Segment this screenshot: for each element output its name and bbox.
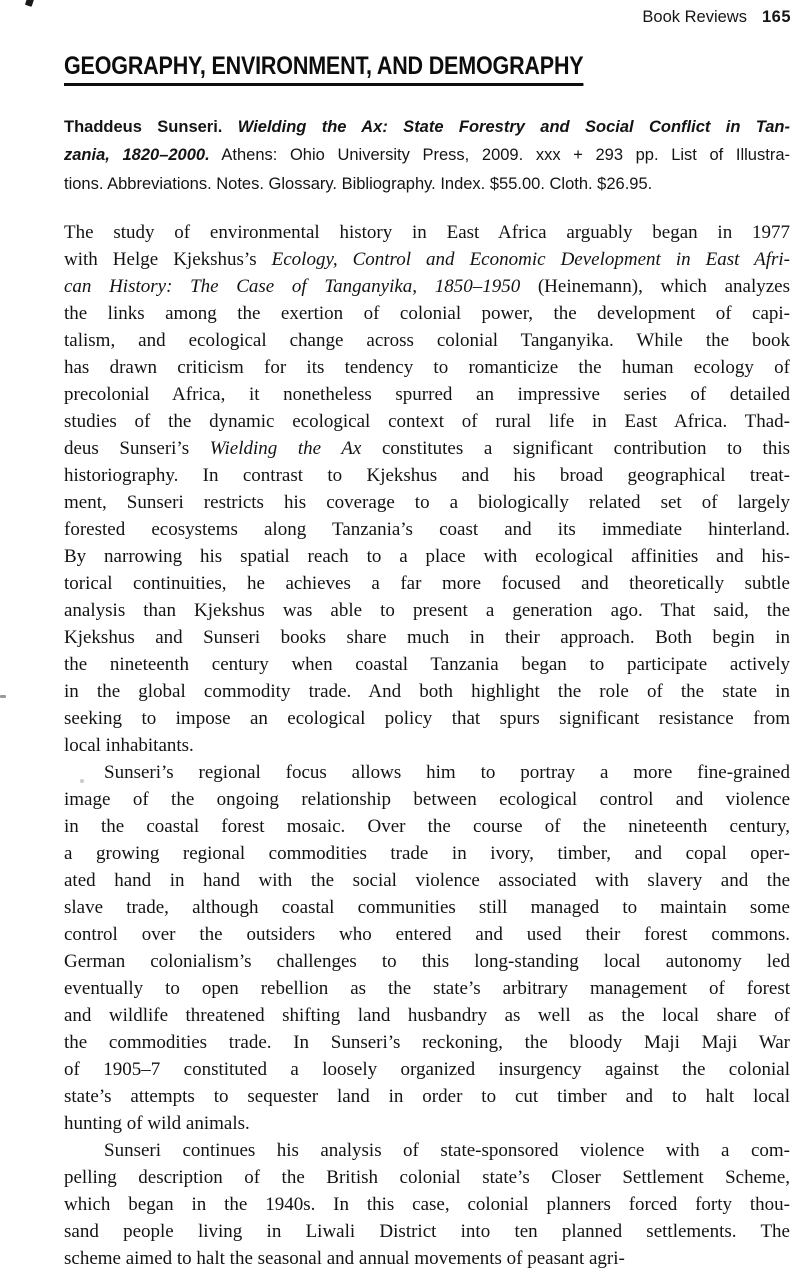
text-line xyxy=(64,543,790,570)
text-run: the commodities trade. In Sunseri’s reckoning, the bloody Maji Maji War xyxy=(64,1032,790,1053)
running-head-title: Book Reviews xyxy=(642,8,747,26)
text-run: a growing regional commodities trade in ivory, timber, and copal oper- xyxy=(64,843,790,864)
page-number: 165 xyxy=(761,8,791,26)
scan-artifact-top-mark xyxy=(25,0,34,7)
text-line xyxy=(64,894,790,921)
text-line xyxy=(64,651,790,678)
paragraph xyxy=(64,1137,790,1272)
text-run: control over the outsiders who entered and used their forest commons. xyxy=(64,924,790,945)
text-line xyxy=(64,786,790,813)
scan-artifact-edge-dash xyxy=(0,695,6,698)
paragraph xyxy=(64,759,790,1137)
text-line xyxy=(64,975,790,1002)
text-run: talism, and ecological change across colonial Tanganyika. While the book xyxy=(64,330,790,351)
text-line xyxy=(64,1218,790,1245)
text-line xyxy=(64,948,790,975)
review-body xyxy=(64,219,790,1272)
text-run: in the coastal forest mosaic. Over the course of the nineteenth century, xyxy=(64,816,790,837)
text-line xyxy=(64,1056,790,1083)
text-run: which began in the 1940s. In this case, colonial planners forced forty thou- xyxy=(64,1194,790,1215)
text-run: The study of environmental history in East Africa arguably began in 1977 xyxy=(64,222,790,243)
text-run: can History: The Case of Tanganyika, 1850–1950 xyxy=(64,276,521,297)
text-line xyxy=(64,705,790,732)
text-run: Kjekshus and Sunseri books share much in their approach. Both begin in xyxy=(64,627,790,648)
text-line xyxy=(64,1137,790,1164)
text-line xyxy=(64,113,790,141)
text-run: Wielding the Ax xyxy=(209,438,362,459)
text-run: forested ecosystems along Tanzania’s coast and its immediate hinterland. xyxy=(64,519,790,540)
text-line xyxy=(64,1083,790,1110)
text-line xyxy=(64,170,790,198)
running-head xyxy=(642,8,791,27)
text-line xyxy=(64,1245,790,1272)
text-run: with Helge Kjekshus’s xyxy=(64,249,272,270)
text-line xyxy=(64,408,790,435)
text-run: torical continuities, he achieves a far more focused and theoretically subtle xyxy=(64,573,790,594)
text-run: scheme aimed to halt the seasonal and annual movements of peasant agri- xyxy=(64,1248,625,1269)
book-citation xyxy=(64,113,790,198)
text-run: ated hand in hand with the social violence associated with slavery and the xyxy=(64,870,790,891)
text-line xyxy=(64,867,790,894)
text-run: German colonialism’s challenges to this long-standing local autonomy led xyxy=(64,951,790,972)
text-run: pelling description of the British colonial state’s Closer Settlement Scheme, xyxy=(64,1167,790,1188)
text-run: constitutes a significant contribution to this xyxy=(361,438,790,459)
text-run: Wielding the Ax: State Forestry and Social Conflict in Tan- xyxy=(237,118,790,136)
text-line xyxy=(64,381,790,408)
text-run: By narrowing his spatial reach to a place with ecological affinities and his- xyxy=(64,546,790,567)
text-line xyxy=(64,300,790,327)
text-run: analysis than Kjekshus was able to present a generation ago. That said, the xyxy=(64,600,790,621)
text-line xyxy=(64,678,790,705)
text-run: and wildlife threatened shifting land husbandry as well as the local share of xyxy=(64,1005,790,1026)
text-line xyxy=(64,489,790,516)
text-line xyxy=(64,327,790,354)
text-run: Thaddeus Sunseri. xyxy=(64,118,238,136)
text-run: hunting of wild animals. xyxy=(64,1113,250,1134)
text-run: slave trade, although coastal communities still managed to maintain some xyxy=(64,897,790,918)
text-run: historiography. In contrast to Kjekshus and his broad geographical treat- xyxy=(64,465,790,486)
text-line xyxy=(64,840,790,867)
text-line xyxy=(64,462,790,489)
text-line xyxy=(64,624,790,651)
text-run: seeking to impose an ecological policy that spurs significant resistance from xyxy=(64,708,790,729)
text-run: studies of the dynamic ecological context of rural life in East Africa. Thad- xyxy=(64,411,790,432)
text-run: the links among the exertion of colonial power, the development of capi- xyxy=(64,303,790,324)
text-run: Sunseri’s regional focus allows him to portray a more fine-grained xyxy=(104,762,790,783)
text-line xyxy=(64,1164,790,1191)
text-line xyxy=(64,435,790,462)
text-line xyxy=(64,597,790,624)
text-run: precolonial Africa, it nonetheless spurred an impressive series of detailed xyxy=(64,384,790,405)
text-run: Ecology, Control and Economic Development in East Afri- xyxy=(271,249,790,270)
text-line xyxy=(64,354,790,381)
text-line xyxy=(64,921,790,948)
text-line xyxy=(64,570,790,597)
text-line xyxy=(64,1029,790,1056)
paragraph xyxy=(64,219,790,759)
text-line xyxy=(64,1002,790,1029)
text-line xyxy=(64,246,790,273)
text-run: zania, 1820–2000. xyxy=(64,146,210,165)
text-line xyxy=(64,273,790,300)
text-run: in the global commodity trade. And both highlight the role of the state in xyxy=(64,681,790,702)
text-run: state’s attempts to sequester land in order to cut timber and to halt local xyxy=(64,1086,790,1107)
text-line xyxy=(64,1110,790,1137)
text-line xyxy=(64,813,790,840)
text-run: local inhabitants. xyxy=(64,735,194,756)
text-run: tions. Abbreviations. Notes. Glossary. Bibliography. Index. $55.00. Cloth. $26.95. xyxy=(64,174,653,193)
text-run: Sunseri continues his analysis of state-sponsored violence with a com- xyxy=(104,1140,790,1161)
text-run: deus Sunseri’s xyxy=(64,438,210,459)
text-line xyxy=(64,141,790,169)
text-run: of 1905–7 constituted a loosely organized insurgency against the colonial xyxy=(64,1059,790,1080)
text-line xyxy=(64,219,790,246)
section-heading: GEOGRAPHY, ENVIRONMENT, AND DEMOGRAPHY xyxy=(64,54,583,86)
text-run: has drawn criticism for its tendency to romanticize the human ecology of xyxy=(64,357,790,378)
text-line xyxy=(64,516,790,543)
text-run: the nineteenth century when coastal Tanzania began to participate actively xyxy=(64,654,790,675)
text-run: sand people living in Liwali District into ten planned settlements. The xyxy=(64,1221,790,1242)
text-run: (Heinemann), which analyzes xyxy=(520,276,790,297)
text-run: eventually to open rebellion as the state’s arbitrary management of forest xyxy=(64,978,790,999)
text-run: ment, Sunseri restricts his coverage to a biologically related set of largely xyxy=(64,492,790,513)
text-line xyxy=(64,732,790,759)
text-line xyxy=(64,1191,790,1218)
text-run: Athens: Ohio University Press, 2009. xxx + 293 pp. List of Illustra- xyxy=(209,146,790,165)
text-run: image of the ongoing relationship between ecological control and violence xyxy=(64,789,790,810)
text-line xyxy=(64,759,790,786)
